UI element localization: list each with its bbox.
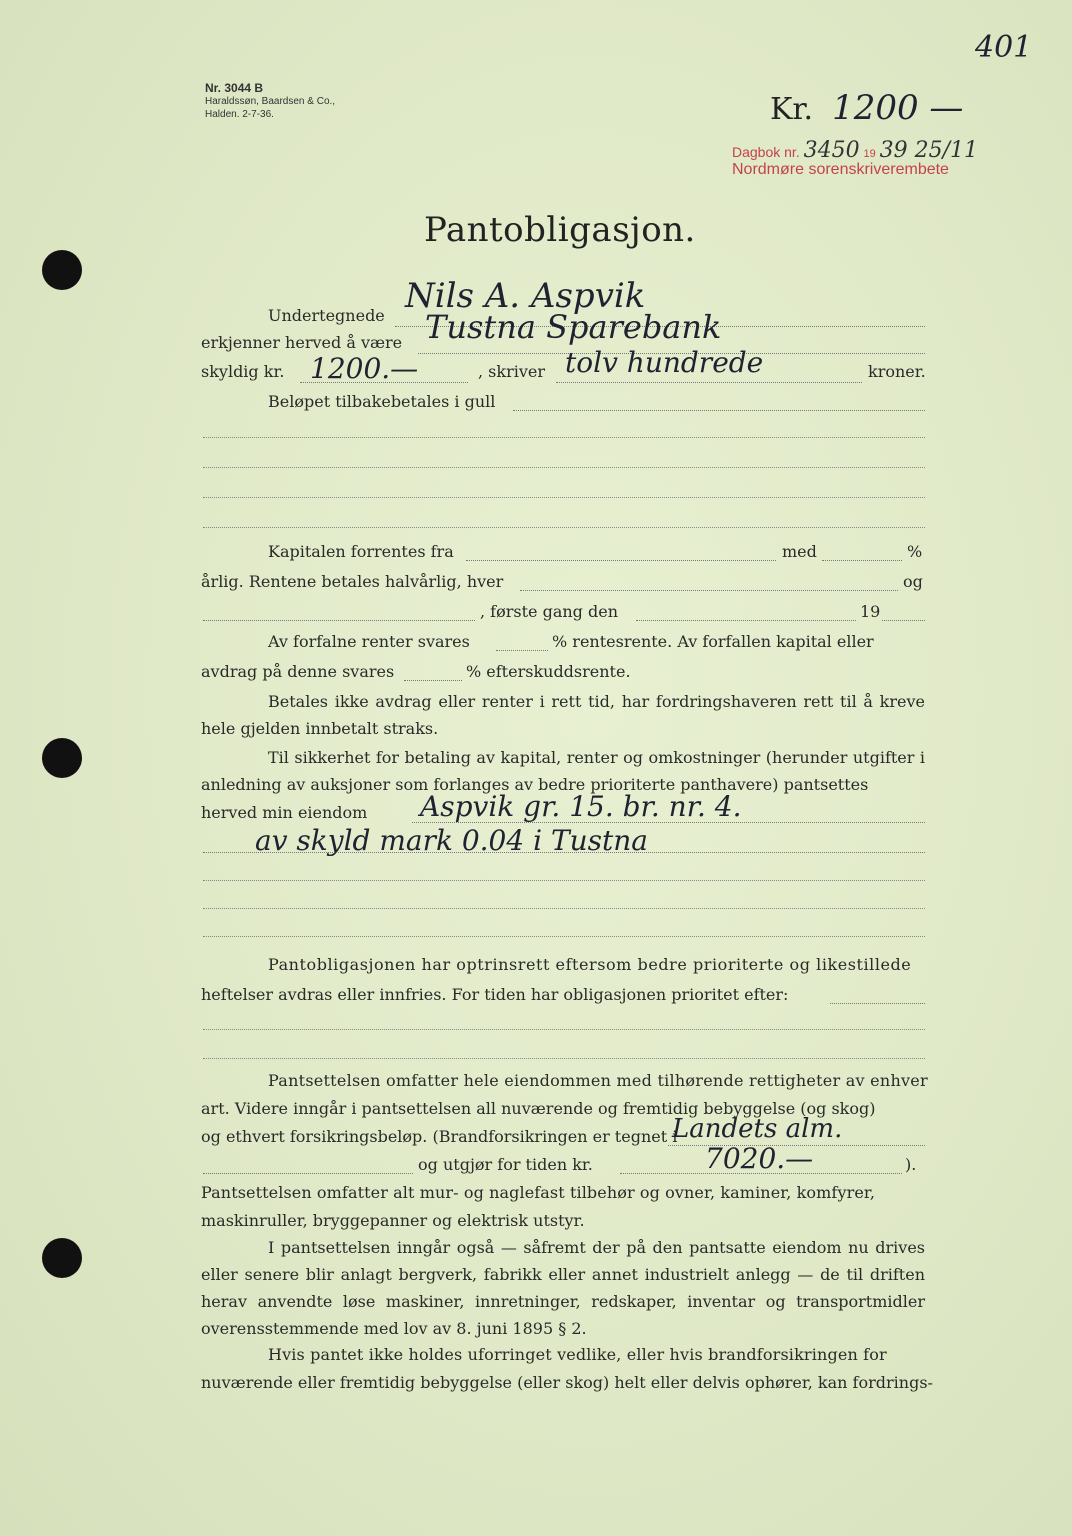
kapitalen-label: Kapitalen forrentes fra: [268, 542, 454, 561]
utgjor-close: ).: [905, 1155, 917, 1174]
rentene-line: [520, 590, 898, 591]
printer-info: [205, 82, 335, 121]
erkjenner-label: erkjenner herved å være: [201, 333, 403, 352]
year-19-label: 19: [860, 602, 881, 621]
property-description-1: Aspvik gr. 15. br. nr. 4.: [420, 790, 742, 823]
stamp-diary-label: Dagbok nr.: [732, 144, 800, 160]
forste-gang-line: [636, 620, 856, 621]
skriver-line: [556, 382, 862, 383]
printer-place-date: Halden. 2-7-36.: [205, 109, 274, 120]
stamp-office: Nordmøre sorenskriverembete: [732, 161, 949, 178]
undertegnede-label: Undertegnede: [268, 306, 385, 325]
blank-line-1: [203, 437, 925, 438]
creditor-value: Tustna Sparebank: [425, 308, 722, 346]
blank-line-3: [203, 497, 925, 498]
belopet-label: Beløpet tilbakebetales i gull: [268, 392, 496, 411]
stamp-handwritten-date: 39 25/11: [879, 138, 979, 163]
blank-line-2: [203, 467, 925, 468]
mur-line-1: Pantsettelsen omfatter alt mur- og naglefast tilbehør og ovner, kaminer, komfyrer,: [201, 1183, 876, 1202]
form-number: Nr. 3044 B: [205, 81, 264, 95]
paragraph-inngar: I pantsettelsen inngår også — såfremt der på den pantsatte eiendom nu drives eller senere blir anlagt bergverk, fabrikk eller annet industrielt anlegg — de til driften herav anvendte løse maskiner, innretninger, redskaper, inventar og transportmidler overensstemmende med lov av 8. juni 1895 § 2.: [201, 1238, 925, 1338]
blank-line-7: [203, 936, 925, 937]
med-label: med: [782, 542, 817, 561]
blank-line-8: [203, 1029, 925, 1030]
prioritet-line: [830, 1003, 925, 1004]
utgjor-line: [620, 1173, 902, 1174]
skyldig-value: 1200.—: [310, 352, 419, 385]
avdrag-label: avdrag på denne svares: [201, 662, 395, 681]
property-line-2: [203, 852, 925, 853]
amount-header: [770, 88, 963, 128]
omfatter-line-2: art. Videre inngår i pantsettelsen all nuværende og fremtidig bebyggelse (og skog): [201, 1099, 876, 1118]
hvis-line-2: nuværende eller fremtidig bebyggelse (eller skog) helt eller delvis ophører, kan fordrings-: [201, 1373, 933, 1392]
kapitalen-line: [466, 560, 776, 561]
document-title: Pantobligasjon.: [424, 210, 696, 250]
blank-line-9: [203, 1058, 925, 1059]
rate-line: [822, 560, 902, 561]
avdrag-line: [404, 680, 462, 681]
punch-hole-top: [42, 250, 82, 290]
insurer-value: Landets alm.: [672, 1114, 843, 1144]
stamp-diary-number: 3450: [803, 138, 860, 163]
skriver-value: tolv hundrede: [565, 346, 764, 379]
optrinsrett-line-2: heftelser avdras eller innfries. For tiden har obligasjonen prioritet efter:: [201, 985, 789, 1004]
skriver-label: , skriver: [478, 362, 545, 381]
forste-gang-label: , første gang den: [480, 602, 618, 621]
amount-label: Kr.: [770, 92, 813, 127]
rentesrente-label: % rentesrente. Av forfallen kapital eller: [552, 632, 874, 651]
herved-label: herved min eiendom: [201, 803, 368, 822]
omfatter-line-1: Pantsettelsen omfatter hele eiendommen med tilhørende rettigheter av enhver: [268, 1071, 928, 1090]
registry-stamp: [732, 138, 978, 179]
belopet-line: [513, 410, 925, 411]
utgjor-label: og utgjør for tiden kr.: [418, 1155, 593, 1174]
forfalne-line: [496, 650, 548, 651]
hvis-line-1: Hvis pantet ikke holdes uforringet vedlike, eller hvis brandforsikringen for: [268, 1345, 887, 1364]
amount-value: 1200 —: [832, 88, 964, 128]
og-label: og: [903, 572, 923, 591]
utgjor-lead-line: [203, 1173, 413, 1174]
percent-sign-1: %: [907, 542, 923, 561]
forste-lead-line: [203, 620, 475, 621]
punch-hole-bottom: [42, 1238, 82, 1278]
printer-name: Haraldssøn, Baardsen & Co.,: [205, 96, 336, 107]
utgjor-value: 7020.—: [705, 1142, 814, 1175]
efterskuddsrente-label: % efterskuddsrente.: [466, 662, 631, 681]
undertegnede-value: Nils A. Aspvik: [405, 276, 646, 316]
year-line: [882, 620, 925, 621]
omfatter-line-3: og ethvert forsikringsbeløp. (Brandforsikringen er tegnet i: [201, 1127, 678, 1146]
optrinsrett-line-1: Pantobligasjonen har optrinsrett eftersom bedre prioriterte og likestillede: [268, 955, 912, 974]
paragraph-betales: Betales ikke avdrag eller renter i rett tid, har fordringshaveren rett til å kreve hele gjelden innbetalt straks.: [201, 692, 925, 738]
property-line-1: [412, 822, 925, 823]
page-number: 401: [975, 30, 1033, 65]
blank-line-6: [203, 908, 925, 909]
rentene-label: årlig. Rentene betales halvårlig, hver: [201, 572, 504, 591]
kroner-label: kroner.: [868, 362, 926, 381]
property-description-2: av skyld mark 0.04 i Tustna: [255, 824, 648, 857]
forfalne-label: Av forfalne renter svares: [268, 632, 470, 651]
stamp-year-prefix: 19: [863, 148, 876, 160]
skyldig-label: skyldig kr.: [201, 362, 285, 381]
blank-line-4: [203, 527, 925, 528]
paragraph-sikkerhet: Til sikkerhet for betaling av kapital, renter og omkostninger (herunder utgifter i anledning av auksjoner som forlanges av bedre prioriterte panthavere) pantsettes: [201, 748, 925, 794]
blank-line-5: [203, 880, 925, 881]
skyldig-line: [300, 382, 468, 383]
punch-hole-middle: [42, 738, 82, 778]
mur-line-2: maskinruller, bryggepanner og elektrisk utstyr.: [201, 1211, 585, 1230]
